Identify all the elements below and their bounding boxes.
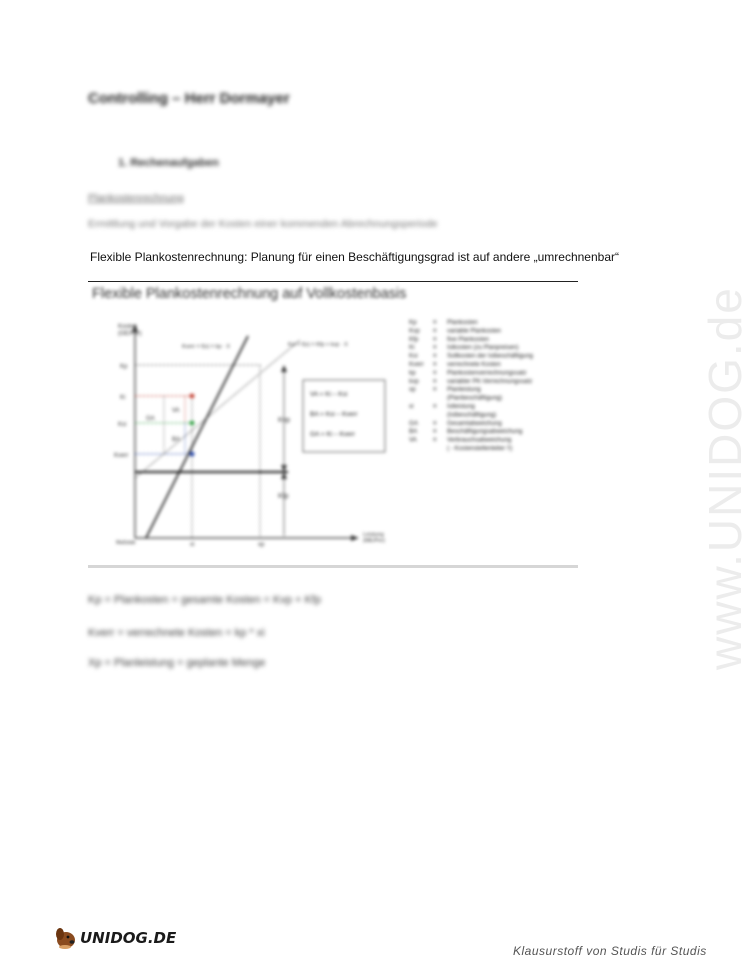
legend-eq-12: =: [433, 419, 437, 427]
kverr-line: [146, 336, 248, 538]
legend-sym-5: Kverr: [409, 361, 424, 368]
legend-eq-3: =: [433, 344, 437, 352]
legend-desc-14: Verbrauchsabweichung: [447, 436, 512, 444]
legend-eq-0: =: [433, 319, 437, 326]
formula-box-line-3: GA = Ki – Kverr: [310, 431, 355, 438]
kfp-label: Kfp: [278, 493, 289, 500]
x-axis-label-1: Leistung: [363, 532, 384, 538]
legend-desc-6: Plankostenverrechnungssatz: [447, 369, 527, 377]
y-axis-label-1: Kosten: [118, 324, 137, 330]
kvp-arrow-head-top: [281, 365, 287, 372]
subheading: Plankostenrechnung: [88, 192, 184, 204]
y-tick-kverr: Kverr: [114, 453, 129, 459]
divider-bottom: [88, 565, 578, 568]
legend-desc-7: variabler PK-Verrechnungssatz: [447, 377, 533, 385]
origin-label: Maßstab: [116, 540, 136, 546]
legend-eq-8: =: [433, 386, 437, 394]
kvp-arrow-head-bottom: [281, 465, 287, 472]
legend-eq-6: =: [433, 369, 437, 377]
kverr-line-label: Kverr = f(x) = kp · X: [182, 344, 230, 350]
footer-tagline: Klausurstoff von Studis für Studis: [513, 944, 707, 958]
ksi-line: [135, 340, 300, 478]
watermark: [640, 250, 751, 680]
ksi-line-label: Ksi = f(x) = Kfp + kvp · X: [288, 342, 348, 348]
legend-sym-2: Kfp: [409, 335, 419, 343]
legend-sym-13: BA: [409, 428, 418, 436]
document-title: Controlling – Herr Dormayer: [88, 90, 290, 107]
figure-title: Flexible Plankostenrechnung auf Vollkostenbasis: [92, 286, 407, 302]
unidog-logo: [52, 925, 176, 951]
x-axis-arrow: [351, 535, 359, 541]
legend-eq-1: =: [433, 327, 437, 335]
legend-sym-7: kvp: [409, 377, 419, 385]
legend-desc-8: Planleistung: [447, 386, 481, 394]
legend-desc-3: Istkosten (zu Planpreisen): [447, 344, 519, 352]
point-kverr: [190, 452, 195, 457]
y-tick-ksi: Ksi: [118, 422, 127, 428]
legend-eq-2: =: [433, 335, 437, 343]
legend-sym-10: xi: [409, 403, 414, 410]
legend-desc-9: (Planbeschäftigung): [447, 394, 503, 402]
symbol-legend: [409, 319, 534, 452]
y-axis-label-2: (GE/Per): [118, 331, 142, 337]
legend-desc-11: (Istbeschäftigung): [447, 411, 497, 419]
legend-sym-14: VA: [409, 436, 417, 444]
legend-sym-3: Ki: [409, 344, 415, 352]
va-label: VA: [172, 408, 180, 414]
legend-sym-8: xp: [409, 386, 416, 394]
subheading-description: Ermittlung und Vorgabe der Kosten einer kommenden Abrechnungsperiode: [88, 218, 438, 230]
x-tick-xi: xi: [190, 542, 195, 548]
legend-desc-2: fixe Plankosten: [447, 335, 489, 343]
point-ki: [190, 394, 195, 399]
section-heading: 1. Rechenaufgaben: [118, 157, 219, 169]
ga-label: GA: [146, 416, 155, 422]
legend-eq-7: =: [433, 377, 437, 385]
legend-sym-0: Kp: [409, 319, 417, 326]
legend-eq-5: =: [433, 361, 437, 368]
legend-desc-15: ( - Kostenstellenleiter !!): [447, 445, 513, 452]
legend-desc-4: Sollkosten der Istbeschäftigung: [447, 352, 533, 360]
y-tick-ki: Ki: [120, 395, 126, 401]
main-text: Flexible Plankostenrechnung: Planung für einen Beschäftigungsgrad ist auf andere „umrechnenbar“: [90, 250, 619, 264]
point-ksi: [190, 421, 195, 426]
legend-desc-5: verrechnete Kosten: [447, 361, 501, 368]
formula-box-line-1: VA = Ki – Ksi: [310, 391, 348, 398]
legend-sym-1: Kvp: [409, 327, 420, 335]
legend-eq-4: =: [433, 352, 437, 360]
formula-planleistung: Xp = Planleistung = geplante Menge: [88, 657, 266, 669]
kfp-arrow-head: [281, 472, 287, 479]
x-axis-label-2: (ME/Per): [363, 538, 385, 544]
divider-top: [88, 281, 578, 282]
y-tick-kp: Kp: [120, 364, 128, 370]
dog-icon: [52, 925, 78, 951]
legend-desc-10: Istleistung: [447, 403, 475, 410]
legend-sym-12: GA: [409, 419, 418, 427]
legend-sym-6: kp: [409, 369, 416, 377]
ba-label: BA: [172, 437, 181, 443]
formula-verrechnete-kosten: Kverr = verrechnete Kosten = kp * xi: [88, 627, 265, 639]
formula-plankosten: Kp = Plankosten = gesamte Kosten = Kvp + Kfp: [88, 594, 321, 606]
logo-text: UNIDOG.DE: [80, 929, 177, 947]
legend-eq-13: =: [433, 428, 437, 436]
formula-box-line-2: BA = Ksi – Kverr: [310, 411, 358, 418]
cost-diagram: [88, 310, 588, 560]
legend-desc-1: variable Plankosten: [447, 327, 502, 335]
legend-sym-4: Ksi: [409, 352, 418, 360]
legend-desc-0: Plankosten: [447, 319, 478, 326]
kvp-label: Kvp: [278, 417, 291, 424]
watermark-text: www.UNIDOG.de: [699, 286, 751, 670]
x-tick-xp: xp: [258, 542, 265, 548]
legend-desc-12: Gesamtabweichung: [447, 419, 502, 427]
legend-desc-13: Beschäftigungsabweichung: [447, 428, 523, 436]
legend-eq-14: =: [433, 436, 437, 444]
legend-eq-10: =: [433, 403, 437, 410]
